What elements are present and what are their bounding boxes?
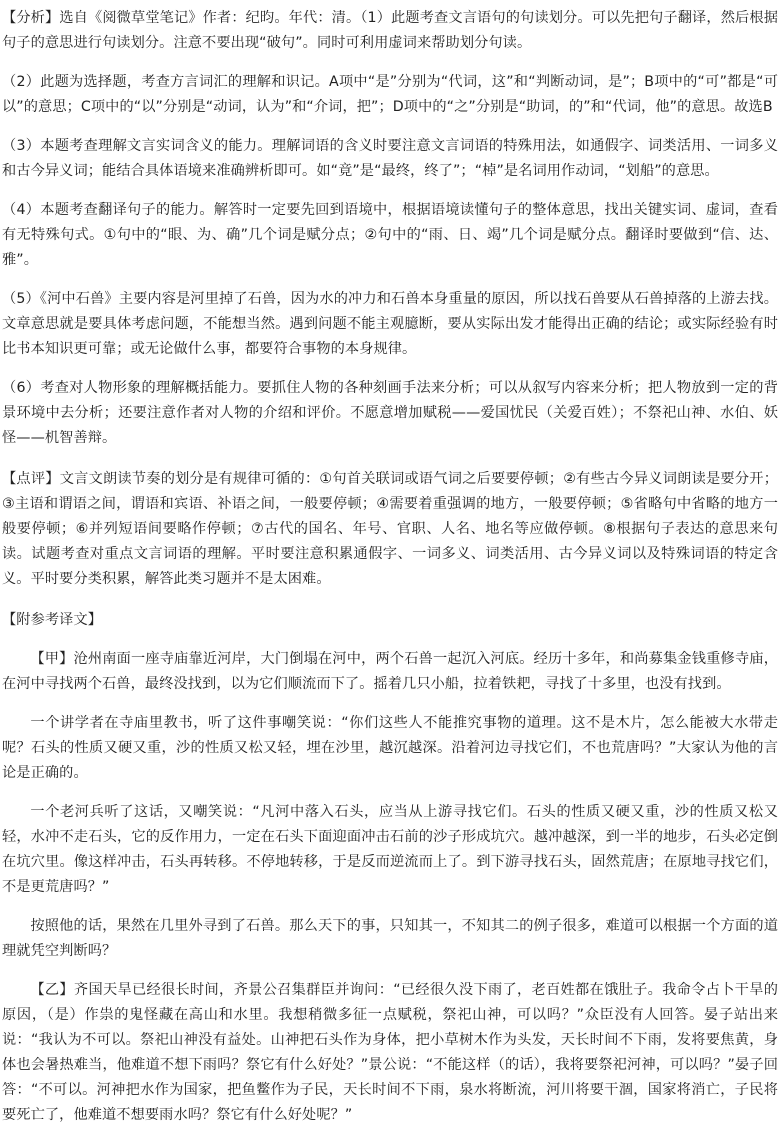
- translation-jia-paragraph-3: 一个老河兵听了这话，又嘲笑说：“凡河中落入石头，应当从上游寻找它们。石头的性质又硬又重，沙的性质又松又轻，水冲不走石头，它的反作用力，一定在石头下面迎面冲击石前的沙子形成坑穴。越冲越深，到一半的地步，石头必定倒在坑穴里。像这样冲击，石头再转移。不停地转移，于是反而逆流而上了。到下游寻找石头，固然荒唐；在原地寻找它们，不是更荒唐吗？”: [2, 804, 778, 895]
- analysis-item-4: （4）本题考查翻译句子的能力。解答时一定要先回到语境中，根据语境读懂句子的整体意思，找出关键实词、虚词，查看有无特殊句式。①句中的“眼、为、确”几个词是赋分点；②句中的“雨、日、竭”几个词是赋分点。翻译时要做到“信、达、雅”。: [2, 202, 778, 268]
- translation-yi-paragraph: 【乙】齐国天旱已经很长时间，齐景公召集群臣并询问：“已经很久没下雨了，老百姓都在饿肚子。我命令占卜干旱的原因，（是）作祟的鬼怪藏在高山和水里。我想稍微多征一点赋税，祭祀山神，可以吗？”众臣没有人回答。晏子站出来说：“我认为不可以。祭祀山神没有益处。山神把石头作为身体，把小草树木作为头发，天长时间不下雨，发将要焦黄，身体也会暑热难当，他难道不想下雨吗？祭它有什么好处？”景公说：“不能这样（的话），我将要祭祀河神，可以吗？”晏子回答：“不可以。河神把水作为国家，把鱼鳖作为子民，天长时间不下雨，泉水将断流，河川将要干涸，国家将消亡，子民将要死亡了，他难道不想要雨水吗？祭它有什么好处呢？”: [2, 982, 778, 1123]
- comment-paragraph: 【点评】文言文朗读节奏的划分是有规律可循的：①句首关联词或语气词之后要要停顿；②有些古今异义词朗读是要分开；③主语和谓语之间，谓语和宾语、补语之间，一般要停顿；④需要着重强调的地方，一般要停顿；⑤省略句中省略的地方一般要停顿；⑥并列短语间要略作停顿；⑦古代的国名、年号、官职、人名、地名等应做停顿。⑧根据句子表达的意思来句读。试题考查对重点文言词语的理解。平时要注意积累通假字、一词多义、词类活用、古今异义词以及特殊词语的特定含义。平时要分类积累，解答此类习题并不是太困难。: [2, 471, 778, 587]
- translation-jia-paragraph-2: 一个讲学者在寺庙里教书，听了这件事嘲笑说：“你们这些人不能推究事物的道理。这不是木片，怎么能被大水带走呢？石头的性质又硬又重，沙的性质又松又轻，埋在沙里，越沉越深。沿着河边寻找它们，不也荒唐吗？”大家认为他的言论是正确的。: [2, 715, 778, 781]
- analysis-item-6: （6）考查对人物形象的理解概括能力。要抓住人物的各种刻画手法来分析；可以从叙写内容来分析；把人物放到一定的背景环境中去分析；还要注意作者对人物的介绍和评价。不愿意增加赋税——爱国忧民（关爱百姓）；不祭祀山神、水伯、妖怪——机智善辩。: [2, 380, 778, 446]
- analysis-item-2: （2）此题为选择题，考查方言词汇的理解和识记。A项中“是”分别为“代词，这”和“判断动词，是”；B项中的“可”都是“可以”的意思；C项中的“以”分别是“动词，认为”和“介词，把”；D项中的“之”分别是“助词，的”和“代词，他”的意思。故选B: [2, 74, 778, 115]
- analysis-item-5: （5）《河中石兽》主要内容是河里掉了石兽，因为水的冲力和石兽本身重量的原因，所以找石兽要从石兽掉落的上游去找。文章意思就是要具体考虑问题，不能想当然。遇到问题不能主观臆断，要从实际出发才能得出正确的结论；或实际经验有时比书本知识更可靠；或无论做什么事，都要符合事物的本身规律。: [2, 291, 778, 357]
- analysis-intro: 【分析】选自《阅微草堂笔记》作者：纪昀。年代：清。（1）此题考查文言语句的句读划分。可以先把句子翻译，然后根据句子的意思进行句读划分。注意不要出现“破句”。同时可利用虚词来帮助划分句读。: [2, 10, 778, 51]
- translation-heading: 【附参考译文】: [2, 612, 103, 628]
- analysis-item-3: （3）本题考查理解文言实词含义的能力。理解词语的含义时要注意文言词语的特殊用法，如通假字、词类活用、一词多义和古今异义词；能结合具体语境来准确辨析即可。如“竟”是“最终，终了”；“棹”是名词用作动词，“划船”的意思。: [2, 138, 778, 179]
- translation-jia-paragraph-4: 按照他的话，果然在几里外寻到了石兽。那么天下的事，只知其一，不知其二的例子很多，难道可以根据一个方面的道理就凭空判断吗？: [2, 918, 778, 959]
- translation-jia-paragraph-1: 【甲】沧州南面一座寺庙靠近河岸，大门倒塌在河中，两个石兽一起沉入河底。经历十多年，和尚募集金钱重修寺庙，在河中寻找两个石兽，最终没找到，以为它们顺流而下了。摇着几只小船，拉着铁耙，寻找了十多里，也没有找到。: [2, 651, 778, 692]
